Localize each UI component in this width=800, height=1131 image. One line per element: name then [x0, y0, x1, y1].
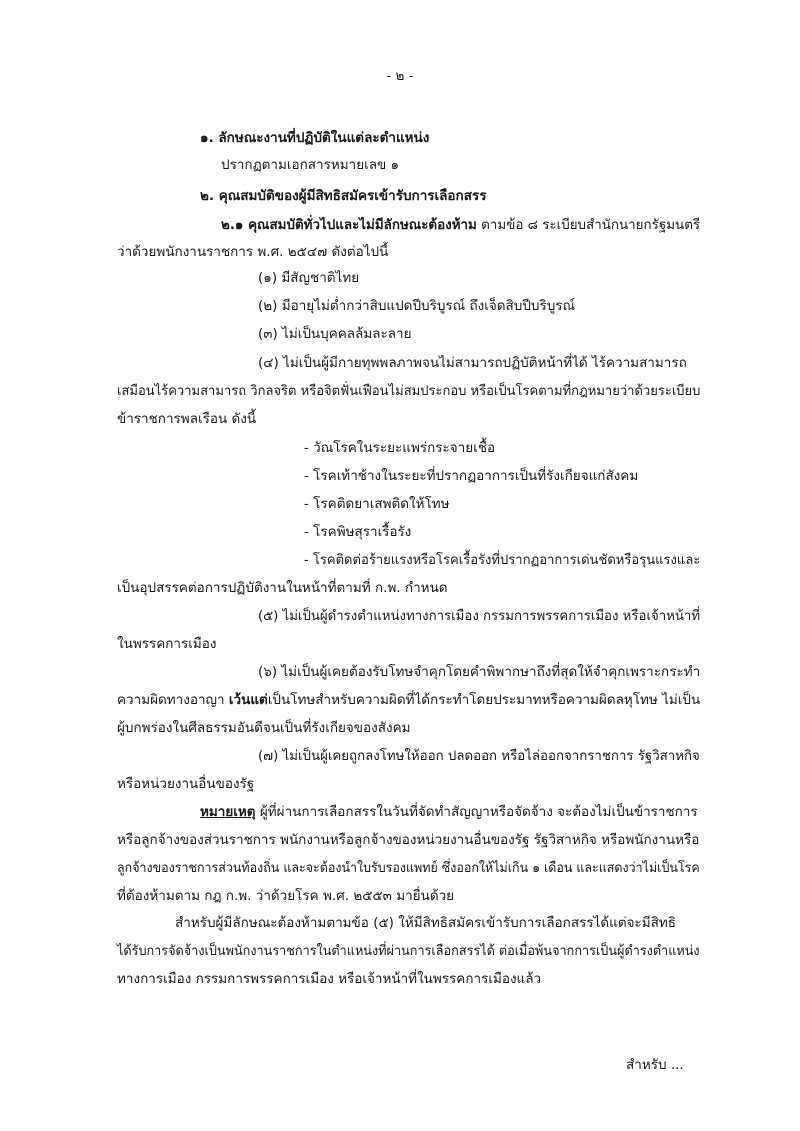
item-6-line-3: ผู้บกพร่องในศีลธรรมอันดีจนเป็นที่รังเกียจของสังคม: [117, 720, 411, 736]
section-1-heading: ๑. ลักษณะงานที่ปฏิบัติในแต่ละตำแหน่ง: [200, 130, 430, 146]
continuation-text: สำหรับ ...: [626, 1057, 684, 1073]
note-text-1: ผู้ที่ผ่านการเลือกสรรในวันที่จัดทำสัญญาหรือจัดจ้าง จะต้องไม่เป็นข้าราชการ: [255, 804, 698, 820]
page-number: - ๒ -: [386, 68, 414, 84]
section-1-text: ปรากฏตามเอกสารหมายเลข ๑: [221, 157, 400, 173]
item-6-line-2: [117, 690, 700, 710]
item-5-line-2: ในพรรคการเมือง: [117, 636, 217, 652]
note-label: หมายเหตุ: [200, 804, 256, 820]
disease-1: - วัณโรคในระยะแพร่กระจายเชื้อ: [304, 440, 496, 456]
disease-2: - โรคเท้าช้างในระยะที่ปรากฏอาการเป็นที่รังเกียจแก่สังคม: [304, 468, 639, 484]
note-line-4: ที่ต้องห้ามตาม กฎ ก.พ. ว่าด้วยโรค พ.ศ. ๒๕๕๓ มายื่นด้วย: [117, 888, 455, 904]
item-7-line-1: (๗) ไม่เป็นผู้เคยถูกลงโทษให้ออก ปลดออก หรือไล่ออกจากราชการ รัฐวิสาหกิจ: [258, 748, 700, 764]
disease-5-line-2: เป็นอุปสรรคต่อการปฏิบัติงานในหน้าที่ตามที่ ก.พ. กำหนด: [117, 580, 448, 596]
note-line-2: หรือลูกจ้างของส่วนราชการ พนักงานหรือลูกจ้างของหน่วยงานอื่นของรัฐ รัฐวิสาหกิจ หรือพนักงานหรือ: [117, 832, 700, 848]
item-4-line-3: ข้าราชการพลเรือน ดังนี้: [117, 411, 257, 427]
item-5-line-1: (๕) ไม่เป็นผู้ดำรงตำแหน่งทางการเมือง กรรมการพรรคการเมือง หรือเจ้าหน้าที่: [258, 608, 701, 624]
item-4-line-1: (๔) ไม่เป็นผู้มีกายทุพพลภาพจนไม่สามารถปฏิบัติหน้าที่ได้ ไร้ความสามารถ: [258, 355, 687, 371]
item-6-text-a: ความผิดทางอาญา: [117, 692, 229, 708]
note-line-1: [200, 802, 698, 822]
item-6-text-c: เป็นโทษสำหรับความผิดที่ได้กระทำโดยประมาทหรือความผิดลหุโทษ ไม่เป็น: [267, 692, 701, 708]
section-2-1-line-2: ว่าด้วยพนักงานราชการ พ.ศ. ๒๕๔๗ ดังต่อไปนี้: [117, 244, 389, 260]
paragraph-line-1: สำหรับผู้มีลักษณะต้องห้ามตามข้อ (๕) ให้มีสิทธิสมัครเข้ารับการเลือกสรรได้แต่จะมีสิทธิ: [175, 915, 677, 931]
section-2-1-line-1: [221, 215, 700, 235]
item-4-line-2: เสมือนไร้ความสามารถ วิกลจริต หรือจิตฟั่นเฟือนไม่สมประกอบ หรือเป็นโรคตามที่กฎหมายว่าด้วยระเบียบ: [117, 383, 701, 399]
item-7-line-2: หรือหน่วยงานอื่นของรัฐ: [117, 776, 255, 792]
item-1: (๑) มีสัญชาติไทย: [258, 270, 360, 286]
item-2: (๒) มีอายุไม่ต่ำกว่าสิบแปดปีบริบูรณ์ ถึงเจ็ดสิบปีบริบูรณ์: [258, 298, 576, 314]
item-3: (๓) ไม่เป็นบุคคลล้มละลาย: [258, 326, 412, 342]
paragraph-line-2: ได้รับการจัดจ้างเป็นพนักงานราชการในตำแหน่งที่ผ่านการเลือกสรรได้ ต่อเมื่อพ้นจากการเป็นผู้ดำรงตำแหน่ง: [117, 943, 700, 959]
section-2-1-title: ๒.๑ คุณสมบัติทั่วไปและไม่มีลักษณะต้องห้าม: [221, 217, 477, 233]
disease-4: - โรคพิษสุราเรื้อรัง: [304, 524, 412, 540]
paragraph-line-3: ทางการเมือง กรรมการพรรคการเมือง หรือเจ้าหน้าที่ในพรรคการเมืองแล้ว: [117, 971, 542, 987]
item-6-exception: เว้นแต่: [228, 692, 268, 708]
section-2-1-rest: ตามข้อ ๘ ระเบียบสำนักนายกรัฐมนตรี: [476, 217, 701, 233]
item-6-line-1: (๖) ไม่เป็นผู้เคยต้องรับโทษจำคุกโดยคำพิพากษาถึงที่สุดให้จำคุกเพราะกระทำ: [258, 664, 701, 680]
disease-5-line-1: - โรคติดต่อร้ายแรงหรือโรคเรื้อรังที่ปรากฏอาการเด่นชัดหรือรุนแรงและ: [304, 552, 701, 568]
disease-3: - โรคติดยาเสพติดให้โทษ: [304, 496, 450, 512]
section-2-heading: ๒. คุณสมบัติของผู้มีสิทธิสมัครเข้ารับการเลือกสรร: [200, 188, 487, 204]
note-line-3: ลูกจ้างของราชการส่วนท้องถิ่น และจะต้องนำใบรับรองแพทย์ ซึ่งออกให้ไม่เกิน ๑ เดือน และแสดงว่าไม่เป็นโรค: [117, 860, 700, 876]
